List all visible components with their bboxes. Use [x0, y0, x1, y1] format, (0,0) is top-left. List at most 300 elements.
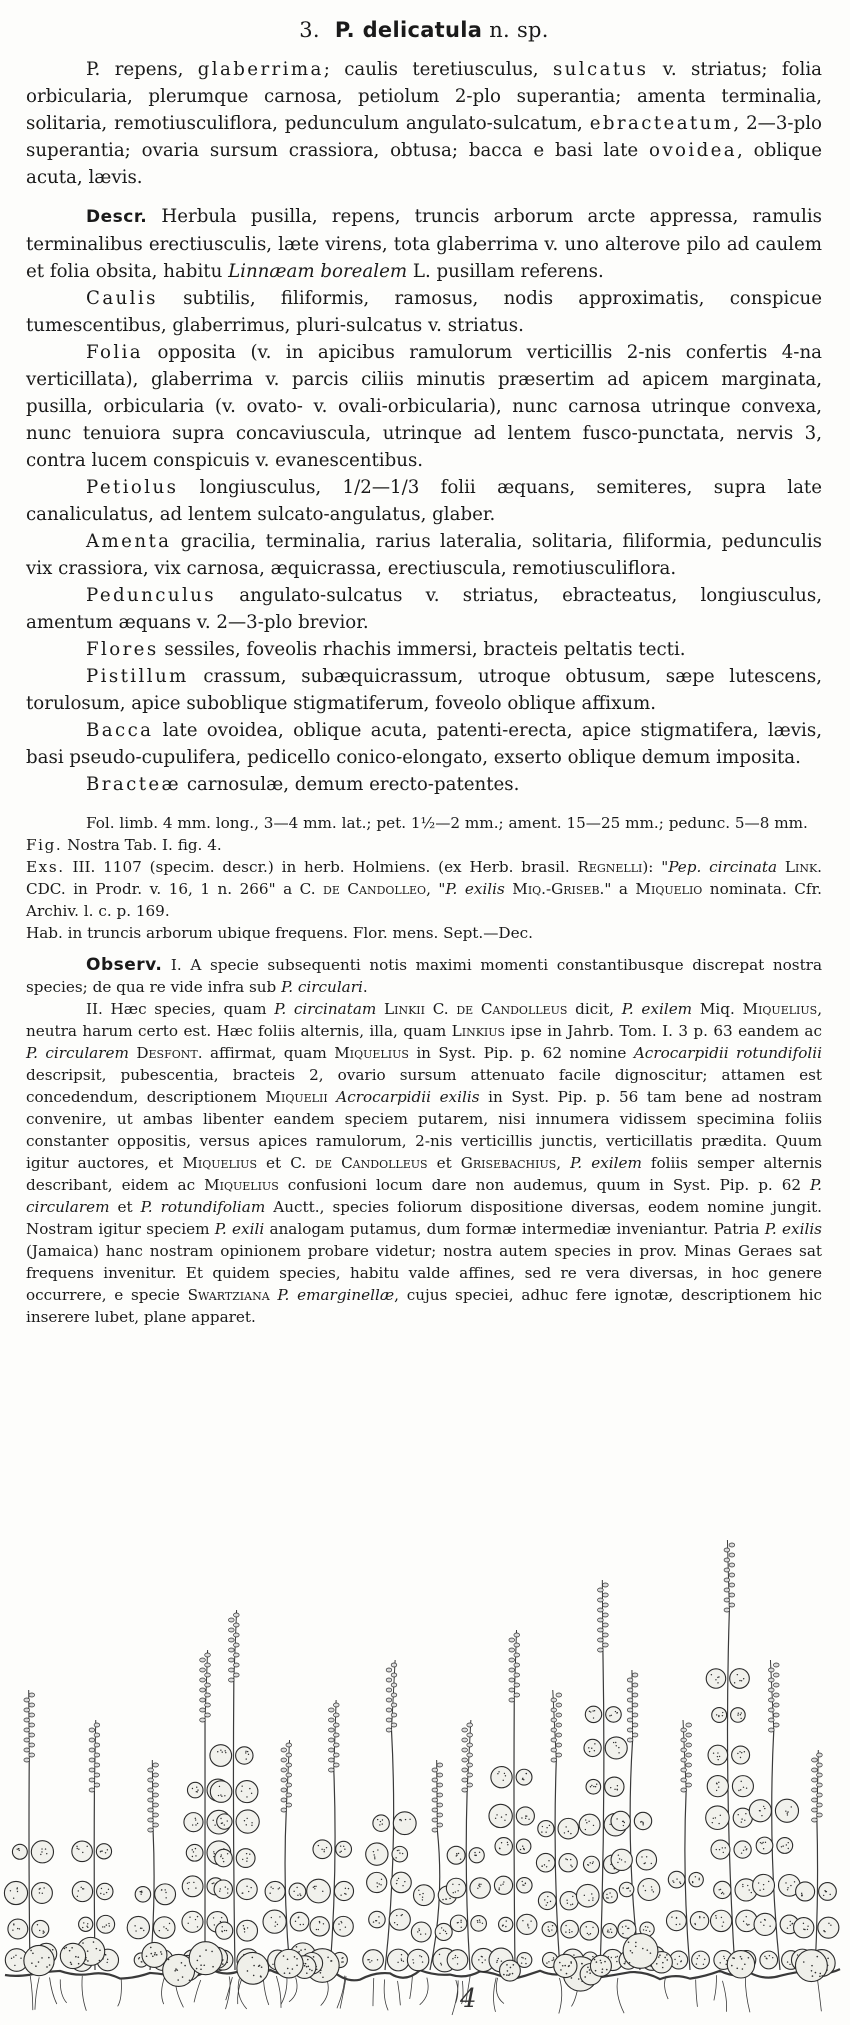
leaf-dot — [789, 1964, 790, 1965]
flower — [681, 1778, 687, 1782]
leaf-dot — [195, 1855, 196, 1856]
leaf-dot — [830, 1894, 831, 1895]
ground-leaf-dot — [313, 1956, 315, 1958]
text-column — [26, 18, 822, 1328]
flower — [148, 1798, 154, 1802]
leaf-dot — [712, 1822, 713, 1823]
leaf — [794, 1918, 814, 1938]
leaf — [818, 1917, 839, 1938]
exs-t4: . CDC. in Prodr. v. 16, 1 n. 266" a C. — [26, 858, 822, 898]
leaf-dot — [422, 1899, 423, 1900]
leaf-dot — [718, 1786, 719, 1787]
leaf-dot — [743, 1678, 744, 1679]
ground-leaf-dot — [664, 1957, 666, 1959]
leaf-dot — [474, 1854, 475, 1855]
leaf-dot — [225, 1886, 226, 1887]
ground-leaf-dot — [331, 1960, 333, 1962]
leaf-dot — [547, 1902, 548, 1903]
leaf — [760, 1951, 778, 1969]
leaf-dot — [801, 1895, 802, 1896]
leaf-dot — [745, 1813, 746, 1814]
root — [373, 1978, 374, 2006]
leaf-dot — [725, 1964, 726, 1965]
leaf-dot — [187, 1883, 188, 1884]
leaf-dot — [382, 1819, 383, 1820]
flower — [681, 1768, 687, 1772]
leaf-dot — [618, 1747, 619, 1748]
ground-leaf-dot — [327, 1957, 329, 1959]
leaf-dot — [44, 1931, 45, 1932]
leaf-dot — [803, 1929, 804, 1930]
ground-leaf-dot — [71, 1947, 73, 1949]
flower — [234, 1653, 240, 1657]
leaf-dot — [761, 1815, 762, 1816]
flower — [229, 1658, 235, 1662]
leaf — [366, 1843, 388, 1865]
root — [276, 1976, 281, 2008]
leaf-dot — [295, 1921, 296, 1922]
leaf-dot — [188, 1882, 189, 1883]
leaf — [706, 1669, 725, 1688]
bacca-text: late ovoidea, oblique acuta, patenti-erecta, apice stigmatifera, lævis, basi pseudo-cupulifera, pedicello conico-elongato, exserto oblique demum imposita. — [26, 720, 822, 768]
leaf-dot — [227, 1892, 228, 1893]
flower — [281, 1808, 287, 1812]
flower — [724, 1598, 730, 1602]
leaf-dot — [83, 1922, 84, 1923]
caulis-text: subtilis, filiformis, ramosus, nodis approximatis, conspicue tumescentibus, glaberrimus, pluri-sulcatus v. striatus. — [26, 288, 822, 336]
leaf-dot — [607, 1931, 608, 1932]
leaf-dot — [418, 1890, 419, 1891]
ground-leaf-dot — [176, 1969, 178, 1971]
leaf — [516, 1839, 530, 1853]
leaf-dot — [87, 1846, 88, 1847]
leaf-dot — [584, 1895, 585, 1896]
bacca-label: Bacca — [86, 720, 154, 741]
leaf-dot — [496, 1814, 497, 1815]
root — [60, 1979, 66, 2002]
flower — [817, 1793, 823, 1797]
flower — [686, 1733, 692, 1737]
flower — [627, 1698, 633, 1702]
leaf-dot — [505, 1775, 506, 1776]
ground-leaf-dot — [175, 1968, 177, 1970]
leaf — [236, 1810, 259, 1833]
obs-s14: P. circularem — [26, 1044, 129, 1062]
leaf-dot — [321, 1849, 322, 1850]
flower — [627, 1718, 633, 1722]
leaf-dot — [573, 1954, 574, 1955]
root — [496, 1978, 504, 2004]
leaf-dot — [192, 1788, 193, 1789]
ground-leaf-dot — [568, 1965, 570, 1967]
leaf-dot — [43, 1930, 44, 1931]
flower — [724, 1548, 730, 1552]
flower — [632, 1673, 638, 1677]
exs-label: Exs. — [26, 858, 65, 876]
obs-s36: P. circularem — [26, 1176, 822, 1216]
leaf — [184, 1813, 203, 1832]
leaf-dot — [499, 1887, 500, 1888]
leaf-dot — [717, 1682, 718, 1683]
leaf — [334, 1881, 353, 1900]
leaf — [666, 1911, 686, 1931]
leaf-dot — [159, 1930, 160, 1931]
leaf-dot — [419, 1894, 420, 1895]
leaf-dot — [608, 1931, 609, 1932]
flower — [94, 1783, 100, 1787]
leaf-dot — [568, 1831, 569, 1832]
leaf-dot — [711, 1674, 712, 1675]
leaf-dot — [624, 1963, 625, 1964]
flower — [598, 1598, 604, 1602]
ground-leaf-dot — [564, 1965, 566, 1967]
leaf-dot — [197, 1823, 198, 1824]
leaf-dot — [169, 1923, 170, 1924]
leaf-dot — [723, 1956, 724, 1957]
leaf-dot — [401, 1958, 402, 1959]
leaf-dot — [419, 1930, 420, 1931]
leaf — [689, 1872, 703, 1886]
ground-leaf-dot — [586, 1971, 588, 1973]
obs-s12: Linkius — [451, 1022, 506, 1040]
flower — [200, 1678, 206, 1682]
ground-leaf-dot — [177, 1979, 179, 1981]
leaf-dot — [717, 1752, 718, 1753]
leaf-dot — [100, 1851, 101, 1852]
leaf — [561, 1920, 579, 1938]
flower — [281, 1798, 287, 1802]
leaf-dot — [100, 1893, 101, 1894]
leaf — [155, 1884, 176, 1905]
exs-miq-griseb: Miq.-Griseb. — [512, 880, 605, 898]
flower — [551, 1758, 557, 1762]
leaf-dot — [787, 1928, 788, 1929]
leaf-dot — [418, 1928, 419, 1929]
leaf-dot — [213, 1851, 214, 1852]
flower — [686, 1763, 692, 1767]
ground-leaf-dot — [601, 1972, 603, 1974]
leaf-dot — [629, 1890, 630, 1891]
leaf-dot — [279, 1887, 280, 1888]
flower — [29, 1753, 35, 1757]
obs-s34: Miquelius — [204, 1176, 279, 1194]
leaf-dot — [717, 1759, 718, 1760]
leaf-dot — [528, 1819, 529, 1820]
leaf-dot — [801, 1893, 802, 1894]
leaf-dot — [279, 1916, 280, 1917]
leaf-dot — [742, 1884, 743, 1885]
leaf-dot — [588, 1747, 589, 1748]
ground-leaf-dot — [635, 1946, 637, 1948]
flower — [432, 1828, 438, 1832]
flower — [89, 1788, 95, 1792]
flower — [462, 1758, 468, 1762]
leaf — [619, 1882, 633, 1896]
leaf-dot — [651, 1863, 652, 1864]
leaf — [127, 1916, 149, 1938]
ground-leaf-dot — [819, 1973, 821, 1975]
flower — [205, 1713, 211, 1717]
leaf — [558, 1818, 579, 1839]
habitat: Hab. in truncis arborum ubique frequens. Flor. mens. Sept.—Dec. — [26, 924, 533, 942]
leaf-dot — [272, 1964, 273, 1965]
ground-leaf-dot — [562, 1965, 564, 1967]
leaf-dot — [219, 1890, 220, 1891]
leaf-dot — [828, 1923, 829, 1924]
ground-leaf-dot — [296, 1964, 298, 1966]
leaf-dot — [241, 1785, 242, 1786]
leaf-dot — [86, 1925, 87, 1926]
ground-leaf-dot — [589, 1969, 591, 1971]
obs-s35: confusioni locum dare non audemus, quum in Syst. Pip. p. 62 — [278, 1176, 811, 1194]
leaf-dot — [373, 1854, 374, 1855]
ground-leaf-dot — [604, 1961, 606, 1963]
flower — [773, 1713, 779, 1717]
leaf-dot — [739, 1751, 740, 1752]
leaf-dot — [500, 1884, 501, 1885]
leaf-dot — [744, 1751, 745, 1752]
flower — [432, 1778, 438, 1782]
leaf-dot — [769, 1955, 770, 1956]
flores-label: Flores — [86, 639, 159, 660]
leaf-dot — [740, 1757, 741, 1758]
leaf-dot — [377, 1959, 378, 1960]
leaf — [411, 1922, 431, 1942]
ground-leaf-dot — [666, 1954, 668, 1956]
leaf-dot — [593, 1825, 594, 1826]
obs-s17: . affirmat, quam — [197, 1044, 335, 1062]
flower — [509, 1648, 515, 1652]
leaf-dot — [762, 1842, 763, 1843]
root — [289, 1978, 297, 2002]
leaf-dot — [244, 1931, 245, 1932]
leaf-dot — [222, 1858, 223, 1859]
leaf-dot — [746, 1848, 747, 1849]
flower — [632, 1683, 638, 1687]
leaf — [407, 1949, 428, 1970]
leaf-dot — [548, 1961, 549, 1962]
flower — [24, 1718, 30, 1722]
notes-block — [26, 812, 822, 1328]
ground-leaf-dot — [87, 1950, 89, 1952]
leaf-dot — [671, 1916, 672, 1917]
leaf-dot — [83, 1888, 84, 1889]
diag-e: v. striatus; folia orbicularia, plerumque carnosa, petiolum 2-plo superantia; amenta terminalia, solitaria, remotiusculiflora, pedunculum angulato-sulcatum, — [26, 59, 822, 134]
leaf-dot — [163, 1926, 164, 1927]
leaf-dot — [737, 1753, 738, 1754]
flower — [632, 1693, 638, 1697]
flower — [229, 1618, 235, 1622]
flower — [627, 1688, 633, 1692]
leaf-dot — [226, 1930, 227, 1931]
leaf-dot — [592, 1899, 593, 1900]
ground-leaf-dot — [253, 1975, 255, 1977]
ground-leaf-dot — [32, 1952, 34, 1954]
flower — [432, 1808, 438, 1812]
leaf-dot — [220, 1921, 221, 1922]
leaf — [79, 1917, 93, 1931]
leaf — [690, 1912, 708, 1930]
leaf-dot — [395, 1857, 396, 1858]
ground-leaf — [500, 1960, 521, 1981]
flower — [328, 1748, 334, 1752]
leaf-dot — [13, 1924, 14, 1925]
leaf-dot — [19, 1928, 20, 1929]
leaf-dot — [299, 1893, 300, 1894]
exs-t5: , " — [426, 880, 446, 898]
leaf-dot — [403, 1961, 404, 1962]
bracteae-paragraph — [26, 771, 822, 798]
obs-s09: Miq. — [692, 1000, 743, 1018]
petiolus-text-2: folii æquans, semiteres, supra late canaliculatus, ad lentem sulcato-angulatus, glaber. — [26, 477, 822, 525]
obs-s28: de Candolleus — [315, 1154, 428, 1172]
flower — [24, 1758, 30, 1762]
leaf-dot — [613, 1742, 614, 1743]
leaf-dot — [504, 1820, 505, 1821]
ground-leaf-dot — [559, 1962, 561, 1964]
leaf-dot — [741, 1781, 742, 1782]
leaf-dot — [724, 1958, 725, 1959]
leaf-dot — [101, 1850, 102, 1851]
ground-leaf-dot — [222, 1963, 224, 1965]
flower — [773, 1703, 779, 1707]
leaf — [236, 1781, 258, 1803]
obs-s37: et — [109, 1198, 141, 1216]
ground-leaf-dot — [821, 1975, 823, 1977]
flower — [768, 1688, 774, 1692]
leaf — [538, 1821, 554, 1837]
leaf — [210, 1745, 232, 1767]
flower — [153, 1763, 159, 1767]
leaf-dot — [220, 1794, 221, 1795]
flower — [29, 1723, 35, 1727]
leaf-dot — [342, 1961, 343, 1962]
diag-c: ; caulis teretiusculus, — [323, 59, 553, 80]
leaf-dot — [542, 1826, 543, 1827]
leaf-dot — [676, 1924, 677, 1925]
leaf-dot — [213, 1917, 214, 1918]
leaf — [756, 1837, 773, 1854]
leaf — [707, 1776, 728, 1797]
flower — [514, 1653, 520, 1657]
leaf-dot — [409, 1819, 410, 1820]
ground-leaf-dot — [506, 1974, 508, 1976]
root — [321, 1981, 329, 2006]
shoot-stem — [600, 1650, 604, 1970]
leaf-dot — [398, 1850, 399, 1851]
flower — [724, 1588, 730, 1592]
leaf-dot — [101, 1888, 102, 1889]
leaf-dot — [594, 1710, 595, 1711]
flower — [603, 1623, 609, 1627]
ground-leaf-dot — [304, 1965, 306, 1967]
flower — [200, 1668, 206, 1672]
leaf-dot — [439, 1954, 440, 1955]
leaf-dot — [737, 1714, 738, 1715]
obs-s13: ipse in Jahrb. Tom. I. 3 p. 63 eandem ac — [505, 1022, 822, 1040]
leaf-dot — [134, 1925, 135, 1926]
leaf-dot — [788, 1842, 789, 1843]
leaf-dot — [699, 1917, 700, 1918]
leaf — [215, 1849, 233, 1867]
leaf-dot — [378, 1916, 379, 1917]
ground-leaf-dot — [253, 1965, 255, 1967]
ground-leaf-dot — [308, 1966, 310, 1968]
leaf-dot — [570, 1904, 571, 1905]
leaf-dot — [739, 1680, 740, 1681]
flower — [812, 1788, 818, 1792]
leaf-dot — [107, 1849, 108, 1850]
leaf-dot — [569, 1929, 570, 1930]
flower — [556, 1723, 562, 1727]
species-number: 3. — [299, 18, 320, 42]
leaf-dot — [213, 1882, 214, 1883]
leaf-dot — [324, 1849, 325, 1850]
leaf-dot — [541, 1831, 542, 1832]
leaf-dot — [249, 1854, 250, 1855]
leaf-dot — [319, 1921, 320, 1922]
leaf-dot — [609, 1824, 610, 1825]
ground-leaf-dot — [311, 1970, 313, 1972]
leaf-dot — [606, 1897, 607, 1898]
leaf-dot — [326, 1847, 327, 1848]
ground-leaf — [189, 1942, 222, 1975]
ground-leaf-dot — [659, 1954, 661, 1956]
flower — [391, 1683, 397, 1687]
ground-leaf-dot — [827, 1958, 829, 1960]
leaf-dot — [722, 1712, 723, 1713]
leaf-dot — [251, 1793, 252, 1794]
leaf-dot — [591, 1785, 592, 1786]
leaf-dot — [243, 1928, 244, 1929]
flower — [686, 1773, 692, 1777]
leaf-dot — [764, 1956, 765, 1957]
ground-leaf-dot — [146, 1955, 148, 1957]
leaf-dot — [565, 1931, 566, 1932]
leaf-dot — [223, 1861, 224, 1862]
flower — [627, 1708, 633, 1712]
flower — [632, 1713, 638, 1717]
leaf-dot — [673, 1882, 674, 1883]
leaf-dot — [585, 1819, 586, 1820]
flower — [812, 1808, 818, 1812]
leaf-dot — [674, 1959, 675, 1960]
leaf-dot — [220, 1750, 221, 1751]
root — [30, 1976, 33, 2010]
flower — [686, 1753, 692, 1757]
leaf-dot — [623, 1821, 624, 1822]
flower — [333, 1753, 339, 1757]
ground-leaf-dot — [666, 1959, 668, 1961]
leaf-dot — [246, 1758, 247, 1759]
root — [194, 1980, 201, 2002]
ground-leaf-dot — [35, 1965, 37, 1967]
leaf — [732, 1746, 750, 1764]
root — [722, 1981, 726, 2012]
leaf-dot — [697, 1958, 698, 1959]
ground-leaf-dot — [200, 1964, 202, 1966]
leaf-dot — [502, 1925, 503, 1926]
amenta-paragraph — [26, 528, 822, 582]
leaf-dot — [715, 1679, 716, 1680]
obs-s29: et — [427, 1154, 461, 1172]
leaf-dot — [653, 1891, 654, 1892]
ground-leaf-dot — [283, 1955, 285, 1957]
ground-leaf-dot — [152, 1955, 154, 1957]
ground-leaf-dot — [628, 1941, 630, 1943]
leaf-dot — [271, 1917, 272, 1918]
amenta-text: gracilia, terminalia, rarius lateralia, solitaria, filiformia, pedunculis vix crassiora, vix carnosa, æquicrassa, erectiuscula, remotiusculiflora. — [26, 531, 822, 579]
